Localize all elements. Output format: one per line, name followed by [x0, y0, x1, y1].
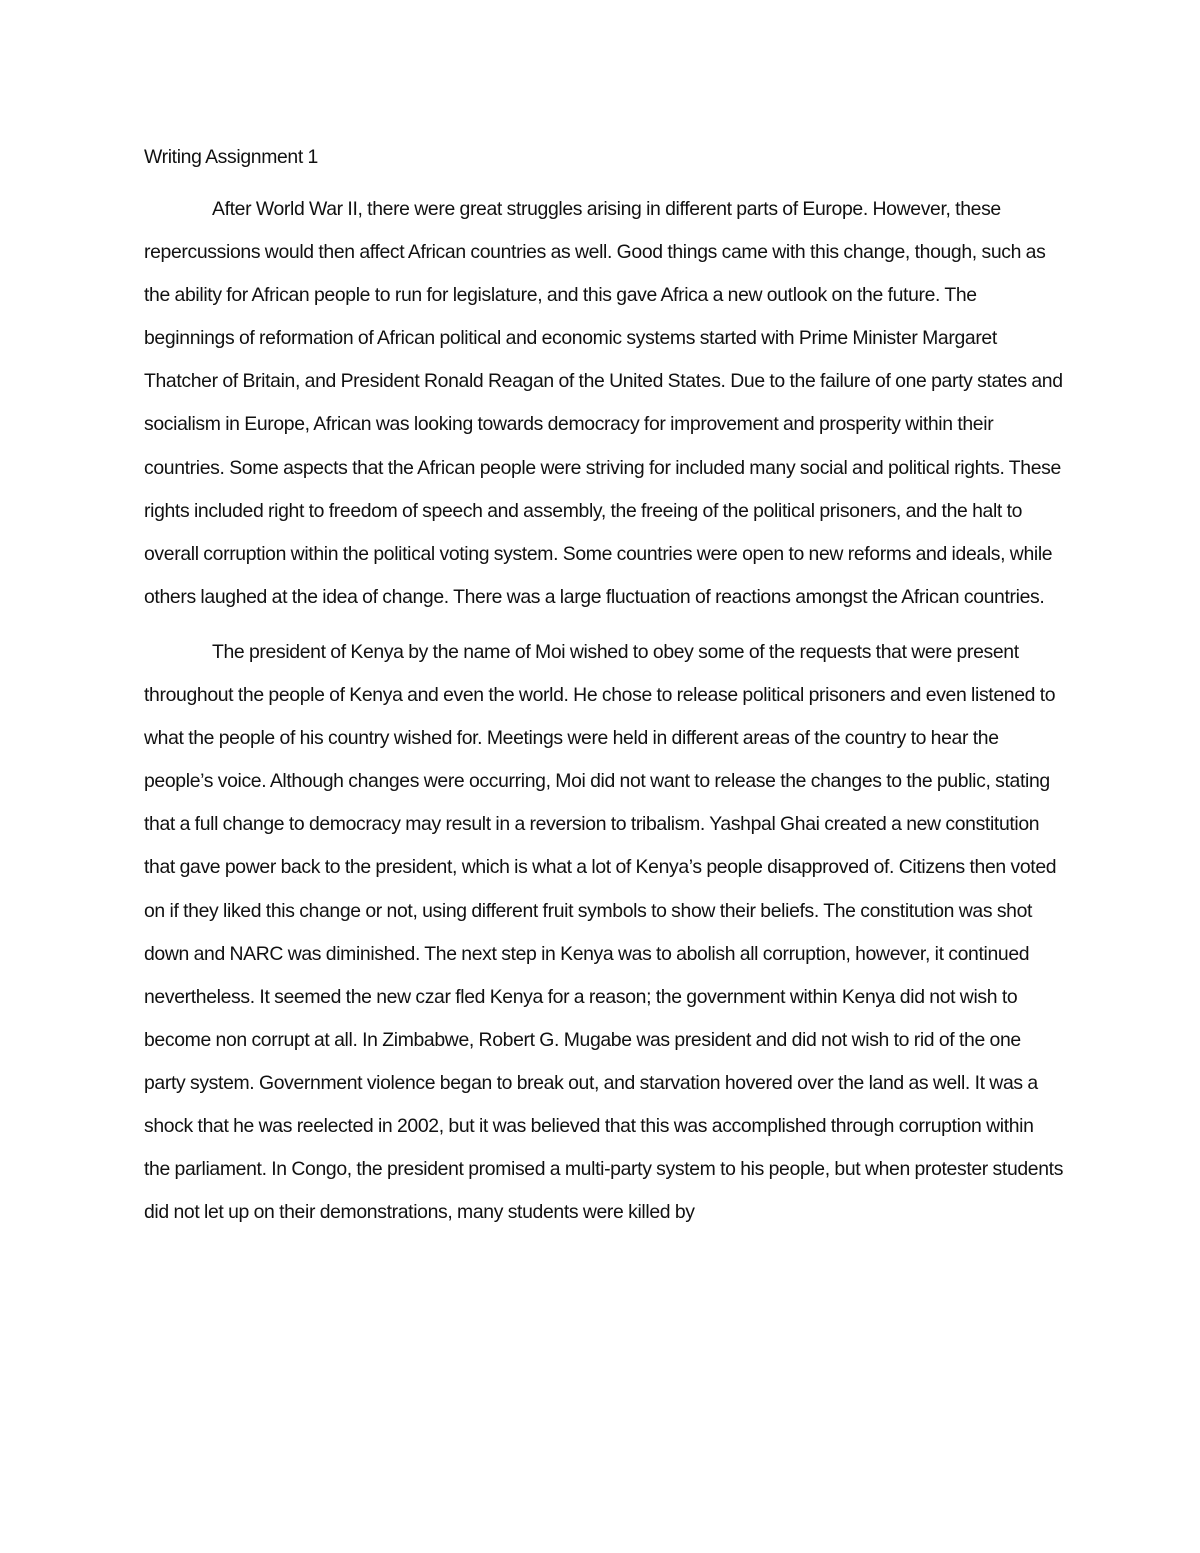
paragraph-1: After World War II, there were great struggles arising in different parts of Europe. However, these repercussions would then affect African countries as well. Good things came with this change, though, such as the ability for African people to run for legislature, and this gave Africa a new outlook on the future. The beginnings of reformation of African political and economic systems started with Prime Minister Margaret Thatcher of Britain, and President Ronald Reagan of the United States. Due to the failure of one party states and socialism in Europe, African was looking towards democracy for improvement and prosperity within their countries. Some aspects that the African people were striving for included many social and political rights. These rights included right to freedom of speech and assembly, the freeing of the political prisoners, and the halt to overall corruption within the political voting system. Some countries were open to new reforms and ideals, while others laughed at the idea of change. There was a large fluctuation of reactions amongst the African countries.	[144, 198, 1063, 608]
paragraph-2: The president of Kenya by the name of Moi wished to obey some of the requests that were present throughout the people of Kenya and even the world. He chose to release political prisoners and even listened to what the people of his country wished for. Meetings were held in different areas of the country to hear the people’s voice. Although changes were occurring, Moi did not want to release the changes to the public, stating that a full change to democracy may result in a reversion to tribalism. Yashpal Ghai created a new constitution that gave power back to the president, which is what a lot of Kenya’s people disapproved of. Citizens then voted on if they liked this change or not, using different fruit symbols to show their beliefs. The constitution was shot down and NARC was diminished. The next step in Kenya was to abolish all corruption, however, it continued nevertheless. It seemed the new czar fled Kenya for a reason; the government within Kenya did not wish to become non corrupt at all. In Zimbabwe, Robert G. Mugabe was president and did not wish to rid of the one party system. Government violence began to break out, and starvation hovered over the land as well. It was a shock that he was reelected in 2002, but it was believed that this was accomplished through corruption within the parliament. In Congo, the president promised a multi-party system to his people, but when protester students did not let up on their demonstrations, many students were killed by	[144, 640, 1064, 1224]
document-body	[144, 140, 1064, 1234]
document-title: Writing Assignment 1	[144, 146, 318, 168]
